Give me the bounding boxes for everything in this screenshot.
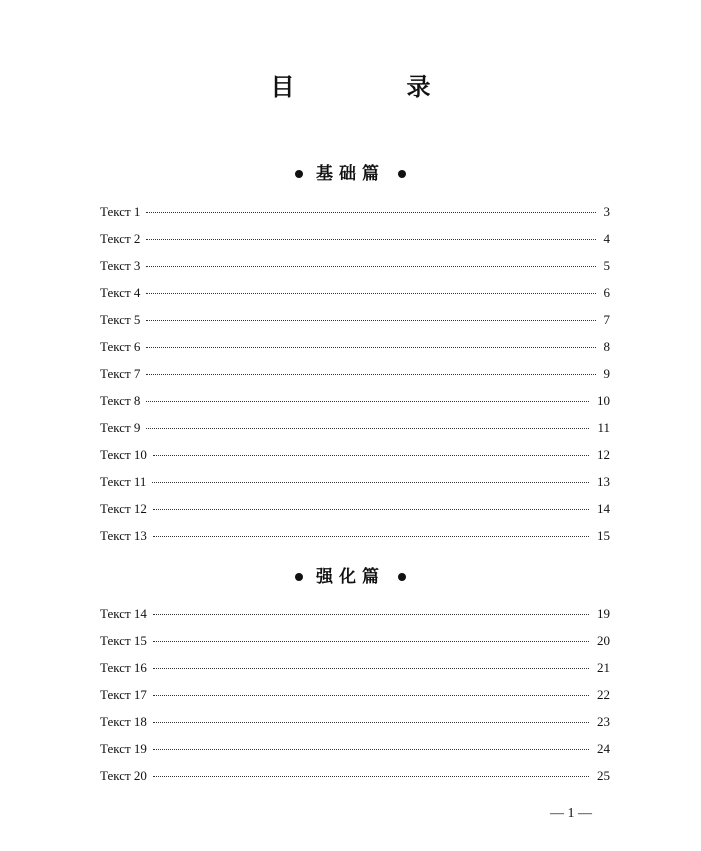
toc-entry-page: 19 [597,606,610,621]
dot-leader [153,536,589,537]
dot-leader [146,293,595,294]
toc-entry-label: Текст 11 [100,474,147,489]
toc-entry-label: Текст 20 [100,768,147,783]
dot-leader [146,401,589,402]
toc-entry[interactable] [100,204,610,231]
toc-entry-page: 6 [603,285,610,300]
toc-entry-label: Текст 19 [100,741,147,756]
toc-entry-page: 5 [603,258,610,273]
toc-entry[interactable] [100,660,610,687]
toc-entry-label: Текст 5 [100,312,141,327]
toc-entry-label: Текст 3 [100,258,141,273]
toc-entry[interactable] [100,447,610,474]
bullet-icon [295,170,303,178]
dot-leader [153,695,589,696]
toc-entry[interactable] [100,606,610,633]
section-heading-advanced [0,567,701,587]
toc-entry-page: 21 [597,660,610,675]
toc-entry[interactable] [100,285,610,312]
dot-leader [153,668,589,669]
dot-leader [146,239,595,240]
toc-entry-page: 11 [597,420,610,435]
dot-leader [153,509,589,510]
toc-entry-page: 13 [597,474,610,489]
toc-entry-label: Текст 14 [100,606,147,621]
section-heading-basic [0,164,701,184]
dot-leader [146,374,595,375]
page-title: 目 录 [270,75,475,101]
toc-entry[interactable] [100,768,610,795]
dot-leader [146,266,595,267]
toc-list-advanced [100,606,610,795]
section-heading-text: 基础篇 [316,164,385,183]
dot-leader [153,455,589,456]
bullet-icon [398,573,406,581]
toc-entry[interactable] [100,312,610,339]
toc-entry-label: Текст 17 [100,687,147,702]
dot-leader [153,776,589,777]
section-heading-text: 强化篇 [316,567,385,586]
toc-entry[interactable] [100,714,610,741]
toc-entry[interactable] [100,366,610,393]
toc-entry-page: 4 [603,231,610,246]
toc-entry-page: 14 [597,501,610,516]
toc-entry[interactable] [100,687,610,714]
toc-entry-page: 8 [603,339,610,354]
toc-entry[interactable] [100,258,610,285]
dot-leader [146,428,589,429]
toc-entry-label: Текст 10 [100,447,147,462]
bullet-icon [398,170,406,178]
toc-entry-page: 12 [597,447,610,462]
dot-leader [152,482,589,483]
toc-list-basic [100,204,610,555]
toc-entry-label: Текст 15 [100,633,147,648]
toc-entry[interactable] [100,633,610,660]
toc-entry[interactable] [100,741,610,768]
toc-entry-label: Текст 9 [100,420,141,435]
toc-entry-page: 24 [597,741,610,756]
dot-leader [153,641,589,642]
toc-entry-page: 3 [603,204,610,219]
dot-leader [146,320,595,321]
toc-entry[interactable] [100,501,610,528]
dot-leader [153,722,589,723]
toc-entry-page: 10 [597,393,610,408]
toc-entry-page: 7 [603,312,610,327]
toc-entry[interactable] [100,231,610,258]
toc-entry[interactable] [100,528,610,555]
dot-leader [146,212,595,213]
dot-leader [153,749,589,750]
toc-entry[interactable] [100,393,610,420]
toc-entry-page: 20 [597,633,610,648]
toc-entry-page: 25 [597,768,610,783]
toc-entry[interactable] [100,420,610,447]
toc-entry-label: Текст 4 [100,285,141,300]
toc-entry-page: 23 [597,714,610,729]
dot-leader [146,347,595,348]
toc-entry-label: Текст 7 [100,366,141,381]
toc-entry-label: Текст 6 [100,339,141,354]
toc-entry[interactable] [100,474,610,501]
toc-entry-page: 9 [603,366,610,381]
toc-entry-page: 22 [597,687,610,702]
toc-entry-page: 15 [597,528,610,543]
page-number: — 1 — [550,806,592,821]
toc-entry-label: Текст 18 [100,714,147,729]
toc-entry-label: Текст 12 [100,501,147,516]
toc-entry-label: Текст 1 [100,204,141,219]
toc-entry-label: Текст 2 [100,231,141,246]
toc-entry-label: Текст 16 [100,660,147,675]
toc-entry-label: Текст 13 [100,528,147,543]
dot-leader [153,614,589,615]
bullet-icon [295,573,303,581]
toc-entry[interactable] [100,339,610,366]
toc-entry-label: Текст 8 [100,393,141,408]
